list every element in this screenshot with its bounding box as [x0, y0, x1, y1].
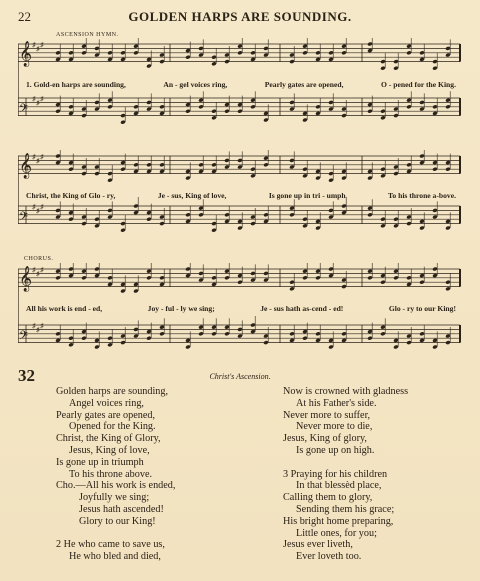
verse-line: In that blessèd place,	[296, 480, 382, 492]
sharp-icon: ♯	[32, 95, 36, 103]
verse-line: Pearly gates are opened,	[56, 409, 155, 421]
sharp-icon: ♯	[36, 207, 40, 215]
verse-line	[283, 457, 408, 469]
verse-line: Sending them his grace;	[296, 503, 395, 515]
verse-line: Golden harps are sounding,	[56, 386, 169, 397]
sharp-icon: ♯	[36, 45, 40, 53]
verse-line: Glory to our King!	[79, 515, 156, 527]
verse-line: Cho.—All his work is ended,	[56, 480, 176, 492]
verse-line: 3 Praying for his children	[283, 468, 388, 480]
verse-column-left	[56, 386, 175, 563]
verse-line: To his throne above.	[69, 468, 153, 480]
verse-line: Opened for the King.	[69, 421, 156, 433]
lyric-phrase: Christ, the King of Glo - ry,	[26, 191, 116, 200]
sharp-icon: ♯	[36, 326, 40, 334]
lyric-phrase: Pearly gates are opened,	[264, 80, 344, 89]
lyric-line-3	[26, 304, 456, 313]
verse-line: Little ones, for you;	[296, 527, 377, 539]
verse-line: Ever loveth too.	[296, 551, 362, 563]
sharp-icon: ♯	[36, 270, 40, 278]
verse-line: Jesus ever liveth,	[283, 539, 353, 551]
sharp-icon: ♯	[36, 157, 40, 165]
verse-line: Is gone up on high.	[296, 444, 375, 456]
tune-name: ASCENSION HYMN.	[56, 32, 119, 38]
bass-staff	[18, 316, 460, 349]
verse-line: Jesus, King of glory,	[283, 433, 367, 445]
note-group	[55, 150, 451, 183]
treble-staff	[18, 38, 460, 71]
treble-staff	[18, 150, 460, 183]
note-group	[55, 316, 451, 349]
music-system-3	[18, 256, 464, 363]
treble-staff	[18, 263, 460, 293]
music-staff-svg	[18, 150, 464, 250]
lyric-phrase: To his throne a-bove.	[388, 191, 456, 200]
lyric-phrase: All his work is end - ed,	[26, 304, 103, 313]
verse-line: His bright home preparing,	[283, 515, 394, 527]
page-title: GOLDEN HARPS ARE SOUNDING.	[128, 9, 352, 24]
hymn-number: 32	[18, 366, 35, 385]
sharp-icon: ♯	[40, 41, 44, 49]
lyric-phrase: Je - sus, King of love,	[157, 191, 227, 200]
sharp-icon: ♯	[40, 322, 44, 330]
lyric-phrase: 1. Gold-en harps are sounding,	[26, 80, 126, 89]
verse-line: Jesus, King of love,	[69, 444, 150, 456]
lyric-line-2	[26, 191, 456, 200]
verse-line: Joyfully we sing;	[79, 492, 150, 504]
lyric-phrase: Je - sus hath as-cend - ed!	[260, 304, 344, 313]
music-system-2	[18, 150, 464, 250]
hymn-subtitle: Christ's Ascension.	[209, 372, 271, 381]
verse-line: Angel voices ring,	[69, 397, 144, 409]
verse-line: Is gone up in triumph	[56, 456, 144, 468]
verse-line: Jesus hath ascended!	[79, 503, 164, 515]
verse-line: 2 He who came to save us,	[56, 539, 165, 551]
note-group	[55, 91, 451, 124]
note-group	[55, 263, 451, 293]
treble-clef-icon: 𝄞	[19, 266, 33, 292]
sharp-icon: ♯	[32, 41, 36, 49]
sharp-icon: ♯	[40, 266, 44, 274]
page-number: 22	[18, 9, 31, 24]
note-group	[55, 38, 451, 71]
sharp-icon: ♯	[32, 153, 36, 161]
verse-line: At his Father's side.	[296, 397, 377, 409]
bass-staff	[18, 91, 460, 124]
verse-line: Now is crowned with gladness	[283, 386, 409, 397]
bass-clef-icon: 𝄢	[19, 210, 29, 227]
verse-line: He who bled and died,	[69, 551, 161, 563]
treble-clef-icon: 𝄞	[19, 153, 33, 179]
verse-line: Never more to die,	[296, 421, 373, 433]
sharp-icon: ♯	[40, 95, 44, 103]
bass-staff	[18, 197, 460, 233]
lyric-phrase: Joy - ful - ly we sing;	[147, 304, 215, 313]
music-staff-svg	[18, 263, 464, 363]
verse-line: Christ, the King of Glory,	[56, 433, 161, 445]
verse-column-right	[283, 386, 408, 563]
sharp-icon: ♯	[40, 203, 44, 211]
bass-clef-icon: 𝄢	[19, 102, 29, 119]
lyric-phrase: Is gone up in tri - umph	[268, 191, 346, 200]
lyric-phrase: An - gel voices ring,	[163, 80, 228, 89]
lyric-phrase: O - pened for the King.	[381, 80, 456, 89]
sharp-icon: ♯	[36, 99, 40, 107]
verse-line: Never more to suffer,	[283, 409, 371, 421]
sharp-icon: ♯	[32, 266, 36, 274]
sharp-icon: ♯	[40, 153, 44, 161]
verse-line	[56, 528, 175, 540]
lyric-phrase: Glo - ry to our King!	[388, 304, 456, 313]
verse-line: Calling them to glory,	[283, 492, 373, 504]
chorus-label: CHORUS.	[24, 256, 54, 262]
sharp-icon: ♯	[32, 322, 36, 330]
lyric-line-1	[26, 80, 456, 89]
bass-clef-icon: 𝄢	[19, 329, 29, 346]
treble-clef-icon: 𝄞	[19, 41, 33, 67]
sharp-icon: ♯	[32, 203, 36, 211]
